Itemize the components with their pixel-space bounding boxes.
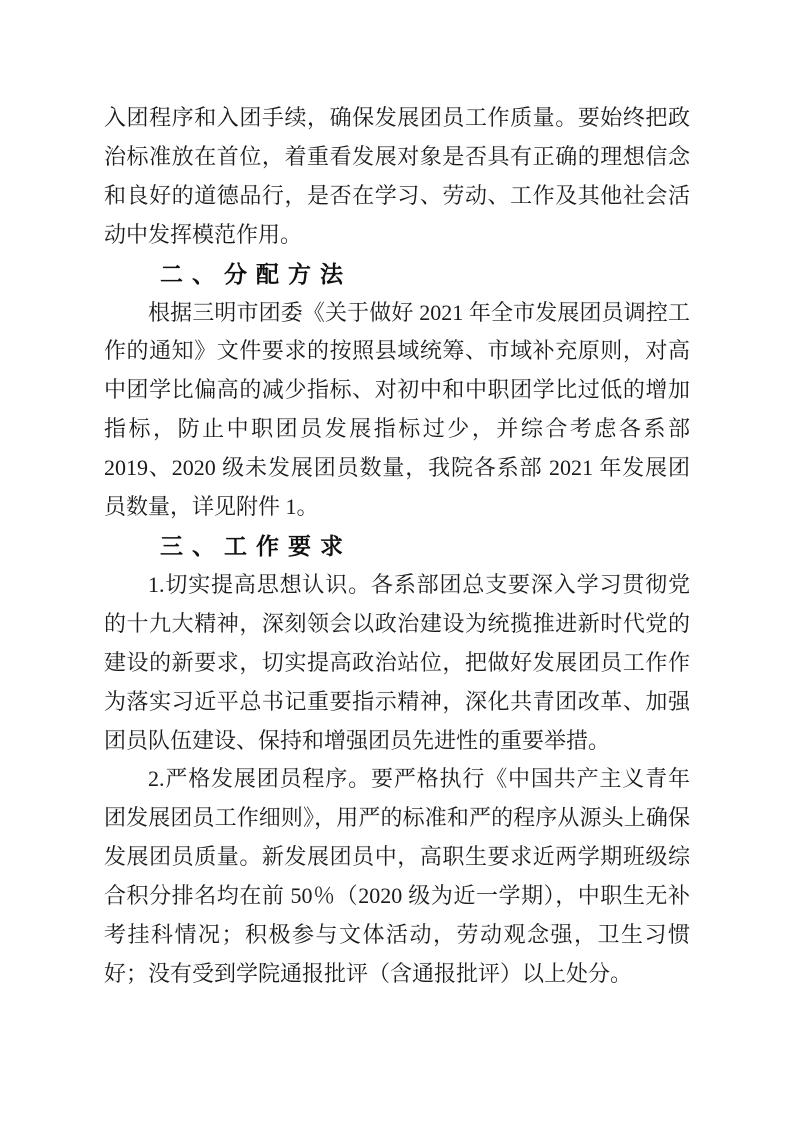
paragraph-work-requirement-1: 1.切实提高思想认识。各系部团总支要深入学习贯彻党的十九大精神，深刻领会以政治建设为统揽推进新时代党的建设的新要求，切实提高政治站位，把做好发展团员工作作为落实习近平总书记重要指示精神，深化共青团改革、加强团员队伍建设、保持和增强团员先进性的重要举措。 xyxy=(104,571,690,753)
document-text-block xyxy=(104,99,690,994)
section-heading-work-requirements: 三、工作要求 xyxy=(160,532,352,559)
paragraph-work-requirement-2: 2.严格发展团员程序。要严格执行《中国共产主义青年团发展团员工作细则》，用严的标准和严的程序从源头上确保发展团员质量。新发展团员中，高职生要求近两学期班级综合积分排名均在前 50％（2020 级为近一学期），中职生无补考挂科情况；积极参与文体活动，劳动观念强，卫生习惯好；没有受到学院通报批评（含通报批评）以上处分。 xyxy=(104,766,690,986)
section-heading-distribution-method: 二、分配方法 xyxy=(160,260,352,287)
paragraph-distribution-method: 根据三明市团委《关于做好 2021 年全市发展团员调控工作的通知》文件要求的按照县域统筹、市域补充原则，对高中团学比偏高的减少指标、对初中和中职团学比过低的增加指标，防止中职团员发展指标过少，并综合考虑各系部 2019、2020 级未发展团员数量，我院各系部 2021 年发展团员数量，详见附件 1。 xyxy=(104,299,690,520)
paragraph-continuation: 入团程序和入团手续，确保发展团员工作质量。要始终把政治标准放在首位，着重看发展对象是否具有正确的理想信念和良好的道德品行，是否在学习、劳动、工作及其他社会活动中发挥模范作用。 xyxy=(104,105,690,247)
